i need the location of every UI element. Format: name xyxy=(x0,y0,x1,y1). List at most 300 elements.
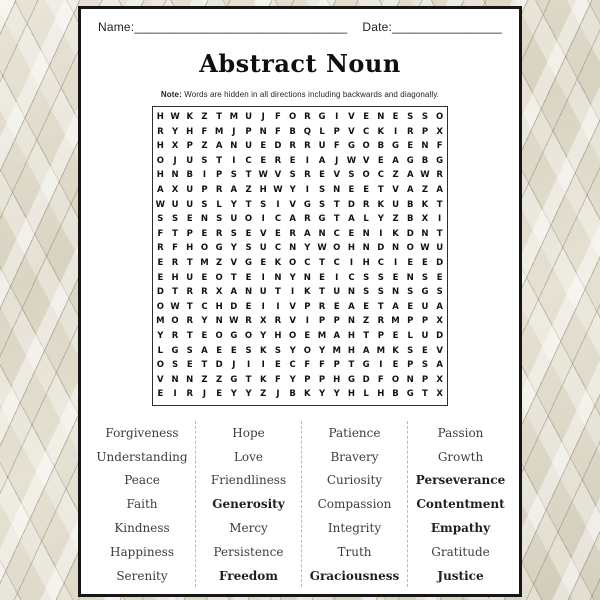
grid-letter: D xyxy=(274,141,282,152)
word-item: Integrity xyxy=(327,520,382,535)
grid-letter: X xyxy=(436,316,443,327)
grid-letter: O xyxy=(289,257,297,268)
grid-letter: X xyxy=(436,374,443,385)
grid-letter: E xyxy=(201,272,208,283)
word-item: Justice xyxy=(437,568,484,583)
grid-letter: P xyxy=(304,301,311,312)
grid-letter: P xyxy=(377,330,384,341)
grid-letter: V xyxy=(436,345,443,356)
grid-letter: S xyxy=(201,155,208,166)
grid-letter: B xyxy=(377,141,385,152)
grid-letter: U xyxy=(186,272,194,283)
grid-letter: E xyxy=(245,301,252,312)
grid-letter: L xyxy=(363,214,369,225)
grid-letter: V xyxy=(362,155,370,166)
grid-letter: E xyxy=(157,257,164,268)
grid-letter: U xyxy=(186,184,194,195)
grid-letter: P xyxy=(186,141,193,152)
grid-letter: O xyxy=(436,112,444,122)
grid-letter: A xyxy=(436,184,443,195)
grid-letter: W xyxy=(155,199,166,210)
grid-letter: A xyxy=(436,360,443,371)
grid-letter: S xyxy=(421,112,428,122)
grid-letter: M xyxy=(229,112,239,122)
date-blank-line: ________________ xyxy=(392,20,502,34)
grid-letter: X xyxy=(421,214,429,225)
grid-letter: R xyxy=(186,389,194,400)
grid-letter: Y xyxy=(230,199,237,210)
word-item: Generosity xyxy=(212,497,285,512)
grid-letter: F xyxy=(436,141,443,152)
grid-letter: G xyxy=(392,141,400,152)
grid-letter: A xyxy=(230,287,238,298)
word-item: Compassion xyxy=(317,497,392,512)
grid-letter: T xyxy=(319,257,325,268)
grid-letter: G xyxy=(230,374,238,385)
grid-letter: I xyxy=(276,199,280,210)
grid-letter: I xyxy=(173,389,177,400)
grid-letter: P xyxy=(186,228,193,239)
grid-letter: R xyxy=(201,287,208,298)
grid-letter: R xyxy=(289,141,296,152)
grid-letter: I xyxy=(379,360,383,371)
grid-letter: N xyxy=(421,228,429,239)
grid-letter: E xyxy=(422,257,428,268)
grid-letter: P xyxy=(304,374,311,385)
grid-letter: I xyxy=(393,257,398,268)
grid-letter: H xyxy=(259,184,267,195)
grid-letter: F xyxy=(157,228,164,239)
grid-letter: T xyxy=(172,228,178,239)
word-item: Mercy xyxy=(229,520,268,535)
grid-letter: H xyxy=(274,330,282,341)
grid-letter: K xyxy=(421,199,429,210)
grid-letter: K xyxy=(304,389,311,400)
grid-letter: X xyxy=(171,141,179,152)
grid-letter: S xyxy=(421,360,428,371)
grid-letter: G xyxy=(318,214,326,225)
grid-letter: A xyxy=(230,184,238,195)
grid-letter: R xyxy=(186,316,194,327)
grid-letter: J xyxy=(335,155,339,166)
grid-letter: T xyxy=(436,228,443,239)
grid-letter: Y xyxy=(260,330,267,341)
grid-letter: E xyxy=(216,345,223,356)
word-item: Graciousness xyxy=(309,568,400,583)
grid-letter: I xyxy=(246,360,251,371)
grid-letter: Y xyxy=(333,389,340,400)
grid-letter: M xyxy=(156,316,165,327)
grid-letter: F xyxy=(333,141,340,152)
word-list xyxy=(89,421,513,588)
grid-letter: C xyxy=(289,360,296,371)
grid-letter: G xyxy=(406,155,414,166)
grid-letter: D xyxy=(215,360,223,371)
grid-letter: Z xyxy=(392,170,399,181)
grid-letter: E xyxy=(348,184,355,195)
grid-letter: A xyxy=(348,214,355,225)
grid-letter: Z xyxy=(245,184,252,195)
grid-letter: R xyxy=(215,184,223,195)
grid-letter: O xyxy=(156,155,164,166)
grid-letter: E xyxy=(201,228,208,239)
grid-letter: R xyxy=(362,199,370,210)
grid-letter: A xyxy=(318,155,326,166)
grid-letter: R xyxy=(171,257,179,268)
grid-letter: E xyxy=(348,228,355,239)
grid-letter: K xyxy=(259,345,267,356)
grid-letter: O xyxy=(362,141,370,152)
grid-letter: I xyxy=(335,112,339,122)
grid-letter: E xyxy=(275,228,281,239)
grid-letter: I xyxy=(305,155,309,166)
grid-letter: N xyxy=(333,184,341,195)
grid-letter: N xyxy=(406,374,414,385)
grid-letter: W xyxy=(273,184,283,195)
grid-letter: C xyxy=(348,272,355,283)
word-item: Growth xyxy=(437,449,484,464)
grid-letter: K xyxy=(392,228,399,239)
grid-letter: O xyxy=(215,272,223,283)
word-item: Curiosity xyxy=(326,473,383,488)
worksheet-page xyxy=(78,6,522,597)
grid-letter: S xyxy=(421,272,428,283)
grid-letter: G xyxy=(171,345,179,356)
word-item: Forgiveness xyxy=(105,425,179,440)
grid-letter: S xyxy=(201,199,208,210)
word-item: Serenity xyxy=(116,568,168,583)
grid-letter: N xyxy=(347,287,355,298)
grid-letter: Y xyxy=(289,272,296,283)
grid-letter: T xyxy=(377,301,384,312)
note-label: Note: xyxy=(160,90,182,99)
grid-letter: E xyxy=(319,272,325,283)
grid-letter: N xyxy=(171,170,179,181)
grid-letter: T xyxy=(216,112,223,122)
grid-letter: S xyxy=(186,345,193,356)
grid-letter: E xyxy=(392,272,399,283)
grid-letter: G xyxy=(245,257,253,268)
grid-letter: V xyxy=(392,184,399,195)
grid-letter: U xyxy=(186,155,194,166)
grid-letter: F xyxy=(304,360,311,371)
grid-letter: M xyxy=(391,316,400,327)
grid-letter: E xyxy=(436,272,443,283)
date-field xyxy=(362,20,502,34)
grid-letter: R xyxy=(318,301,326,312)
grid-letter: U xyxy=(421,330,429,341)
grid-letter: S xyxy=(363,272,370,283)
grid-letter: H xyxy=(347,389,355,400)
grid-letter: E xyxy=(407,141,414,152)
grid-letter: R xyxy=(215,228,223,239)
grid-letter: B xyxy=(421,155,429,166)
grid-letter: R xyxy=(406,126,414,137)
grid-letter: A xyxy=(333,330,341,341)
grid-letter: Z xyxy=(216,257,223,268)
grid-letter: E xyxy=(245,272,252,283)
grid-letter: U xyxy=(171,199,179,210)
grid-letter: V xyxy=(259,228,267,239)
grid-letter: B xyxy=(186,170,193,181)
grid-letter: B xyxy=(289,389,296,400)
grid-letter: P xyxy=(421,316,429,327)
grid-letter: O xyxy=(171,316,179,327)
grid-letter: Y xyxy=(289,184,296,195)
grid-letter: C xyxy=(274,243,282,254)
grid-letter: T xyxy=(333,214,340,225)
grid-letter: T xyxy=(186,330,193,341)
grid-letter: K xyxy=(186,112,194,122)
grid-letter: I xyxy=(379,228,383,239)
grid-letter: M xyxy=(332,345,341,356)
grid-letter: V xyxy=(274,170,282,181)
grid-letter: S xyxy=(318,184,326,195)
grid-letter: E xyxy=(392,112,399,122)
grid-letter: G xyxy=(230,330,238,341)
grid-letter: Y xyxy=(171,126,179,137)
grid-letter: U xyxy=(245,141,252,152)
grid-letter: N xyxy=(289,243,297,254)
grid-letter: R xyxy=(245,316,252,327)
grid-letter: V xyxy=(348,112,355,122)
grid-letter: A xyxy=(406,184,414,195)
grid-letter: N xyxy=(244,287,253,298)
grid-letter: L xyxy=(363,389,369,400)
grid-letter: Y xyxy=(304,243,311,254)
grid-letter: F xyxy=(201,126,208,137)
grid-letter: T xyxy=(319,287,325,298)
word-item: Persistence xyxy=(213,544,284,559)
grid-letter: E xyxy=(260,257,267,268)
grid-letter: C xyxy=(363,126,370,137)
word-item: Friendliness xyxy=(210,473,287,488)
grid-letter: T xyxy=(333,199,340,210)
grid-letter: V xyxy=(289,301,296,312)
grid-letter: U xyxy=(230,214,238,225)
grid-letter: R xyxy=(274,316,282,327)
grid-letter: V xyxy=(289,316,296,327)
grid-letter: G xyxy=(303,199,311,210)
grid-letter: O xyxy=(156,360,164,371)
word-item: Bravery xyxy=(330,449,379,464)
grid-letter: E xyxy=(392,330,399,341)
grid-letter: G xyxy=(406,389,414,400)
grid-letter: E xyxy=(186,214,193,225)
grid-letter: E xyxy=(245,228,252,239)
grid-letter: P xyxy=(421,126,429,137)
grid-letter: S xyxy=(407,345,414,356)
grid-letter: I xyxy=(202,170,207,181)
grid-letter: P xyxy=(333,126,340,137)
grid-letter: F xyxy=(275,374,281,385)
grid-letter: D xyxy=(347,199,355,210)
grid-letter: S xyxy=(407,287,414,298)
grid-letter: N xyxy=(377,112,385,122)
grid-letter: N xyxy=(303,272,311,283)
grid-letter: O xyxy=(289,112,297,122)
word-item: Empathy xyxy=(430,520,491,535)
grid-letter: T xyxy=(186,257,193,268)
grid-letter: N xyxy=(391,287,400,298)
grid-letter: W xyxy=(258,170,268,181)
grid-letter: N xyxy=(362,228,370,239)
grid-letter: E xyxy=(201,330,208,341)
grid-letter: N xyxy=(347,316,355,327)
grid-letter: J xyxy=(173,155,177,166)
grid-letter: I xyxy=(261,360,265,371)
grid-letter: V xyxy=(333,170,341,181)
grid-letter: I xyxy=(276,301,280,312)
grid-letter: Z xyxy=(201,141,208,152)
grid-letter: O xyxy=(215,330,223,341)
grid-letter: R xyxy=(157,126,164,137)
grid-letter: G xyxy=(362,360,370,371)
grid-letter: M xyxy=(317,330,327,341)
grid-letter: J xyxy=(232,360,236,371)
grid-letter: Z xyxy=(421,184,429,195)
grid-letter: S xyxy=(171,214,179,225)
grid-letter: O xyxy=(362,170,370,181)
grid-letter: O xyxy=(333,243,341,254)
grid-letter: H xyxy=(171,272,179,283)
grid-letter: I xyxy=(393,126,398,137)
grid-letter: A xyxy=(436,301,443,312)
name-blank-line: _______________________________ xyxy=(134,20,348,34)
grid-letter: L xyxy=(157,345,164,356)
grid-letter: E xyxy=(260,141,267,152)
grid-letter: O xyxy=(289,330,297,341)
grid-letter: D xyxy=(436,257,444,268)
grid-letter: Q xyxy=(303,126,311,137)
word-list-column xyxy=(89,421,195,588)
grid-letter: N xyxy=(421,141,429,152)
grid-letter: T xyxy=(422,389,428,400)
grid-letter: A xyxy=(201,345,208,356)
grid-letter: W xyxy=(346,155,357,166)
grid-letter: I xyxy=(438,214,442,225)
grid-letter: K xyxy=(259,374,267,385)
grid-letter: U xyxy=(392,199,399,210)
grid-letter: Y xyxy=(289,374,296,385)
grid-letter: W xyxy=(420,243,430,254)
grid-letter: A xyxy=(348,301,355,312)
word-search-grid xyxy=(152,106,448,406)
grid-letter: R xyxy=(157,243,164,254)
grid-letter: E xyxy=(363,301,370,312)
grid-letter: Z xyxy=(216,374,223,385)
grid-letter: E xyxy=(186,360,193,371)
grid-letter: S xyxy=(260,199,267,210)
grid-letter: Y xyxy=(377,214,384,225)
grid-letter: A xyxy=(392,155,399,166)
grid-letter: X xyxy=(436,389,443,400)
grid-letter: H xyxy=(215,301,223,312)
grid-letter: R xyxy=(304,170,311,181)
grid-letter: D xyxy=(156,287,164,298)
grid-letter: Z xyxy=(260,389,267,400)
grid-letter: B xyxy=(392,389,399,400)
grid-letter: T xyxy=(201,360,208,371)
grid-letter: N xyxy=(186,374,194,385)
grid-letter: O xyxy=(406,243,414,254)
grid-letter: E xyxy=(216,389,223,400)
name-label: Name: xyxy=(98,20,135,34)
grid-letter: V xyxy=(348,126,355,137)
grid-letter: H xyxy=(156,112,164,122)
word-item: Gratitude xyxy=(431,544,490,559)
grid-letter: A xyxy=(392,301,399,312)
grid-letter: C xyxy=(333,257,340,268)
grid-letter: S xyxy=(407,112,414,122)
grid-letter: S xyxy=(377,287,384,298)
grid-letter: Z xyxy=(392,214,399,225)
grid-letter: C xyxy=(201,301,208,312)
grid-letter: K xyxy=(377,199,385,210)
grid-letter: N xyxy=(362,243,370,254)
grid-letter: I xyxy=(305,316,309,327)
grid-letter: X xyxy=(259,316,267,327)
grid-letter: H xyxy=(347,330,355,341)
grid-letter: S xyxy=(318,199,326,210)
grid-letter: T xyxy=(275,287,281,298)
grid-letter: R xyxy=(171,330,179,341)
word-list-column xyxy=(301,421,407,588)
grid-letter: J xyxy=(261,112,265,122)
grid-letter: P xyxy=(245,126,252,137)
grid-letter: E xyxy=(157,272,164,283)
grid-letter: J xyxy=(276,389,280,400)
word-item: Perseverance xyxy=(415,473,506,488)
word-item: Contentment xyxy=(416,497,505,512)
grid-letter: V xyxy=(230,257,238,268)
grid-letter: O xyxy=(156,301,164,312)
grid-letter: R xyxy=(436,170,443,181)
grid-letter: H xyxy=(362,257,370,268)
grid-letter: T xyxy=(186,301,193,312)
grid-letter: Y xyxy=(201,316,208,327)
grid-letter: I xyxy=(349,257,354,268)
grid-letter: I xyxy=(261,214,265,225)
grid-letter: X xyxy=(436,126,443,137)
grid-letter: Y xyxy=(289,345,296,356)
grid-letter: R xyxy=(304,141,311,152)
word-list-column xyxy=(195,421,301,588)
grid-letter: N xyxy=(406,272,414,283)
grid-letter: T xyxy=(436,199,443,210)
grid-letter: N xyxy=(200,214,208,225)
grid-letter: R xyxy=(274,155,282,166)
grid-letter: U xyxy=(259,243,267,254)
grid-letter: T xyxy=(172,287,178,298)
grid-letter: M xyxy=(376,345,386,356)
note-text: Words are hidden in all directions including backwards and diagonally. xyxy=(184,90,440,99)
grid-letter: D xyxy=(377,243,385,254)
grid-letter: H xyxy=(377,389,385,400)
grid-letter: N xyxy=(391,243,400,254)
word-list-column xyxy=(407,421,513,588)
grid-letter: D xyxy=(406,228,414,239)
grid-letter: E xyxy=(275,360,281,371)
grid-letter: O xyxy=(391,374,400,385)
grid-letter: K xyxy=(304,287,311,298)
grid-letter: D xyxy=(230,301,238,312)
grid-letter: T xyxy=(230,272,237,283)
grid-letter: W xyxy=(170,301,180,312)
grid-letter: E xyxy=(407,301,414,312)
grid-letter: R xyxy=(289,228,296,239)
grid-letter: G xyxy=(215,243,223,254)
